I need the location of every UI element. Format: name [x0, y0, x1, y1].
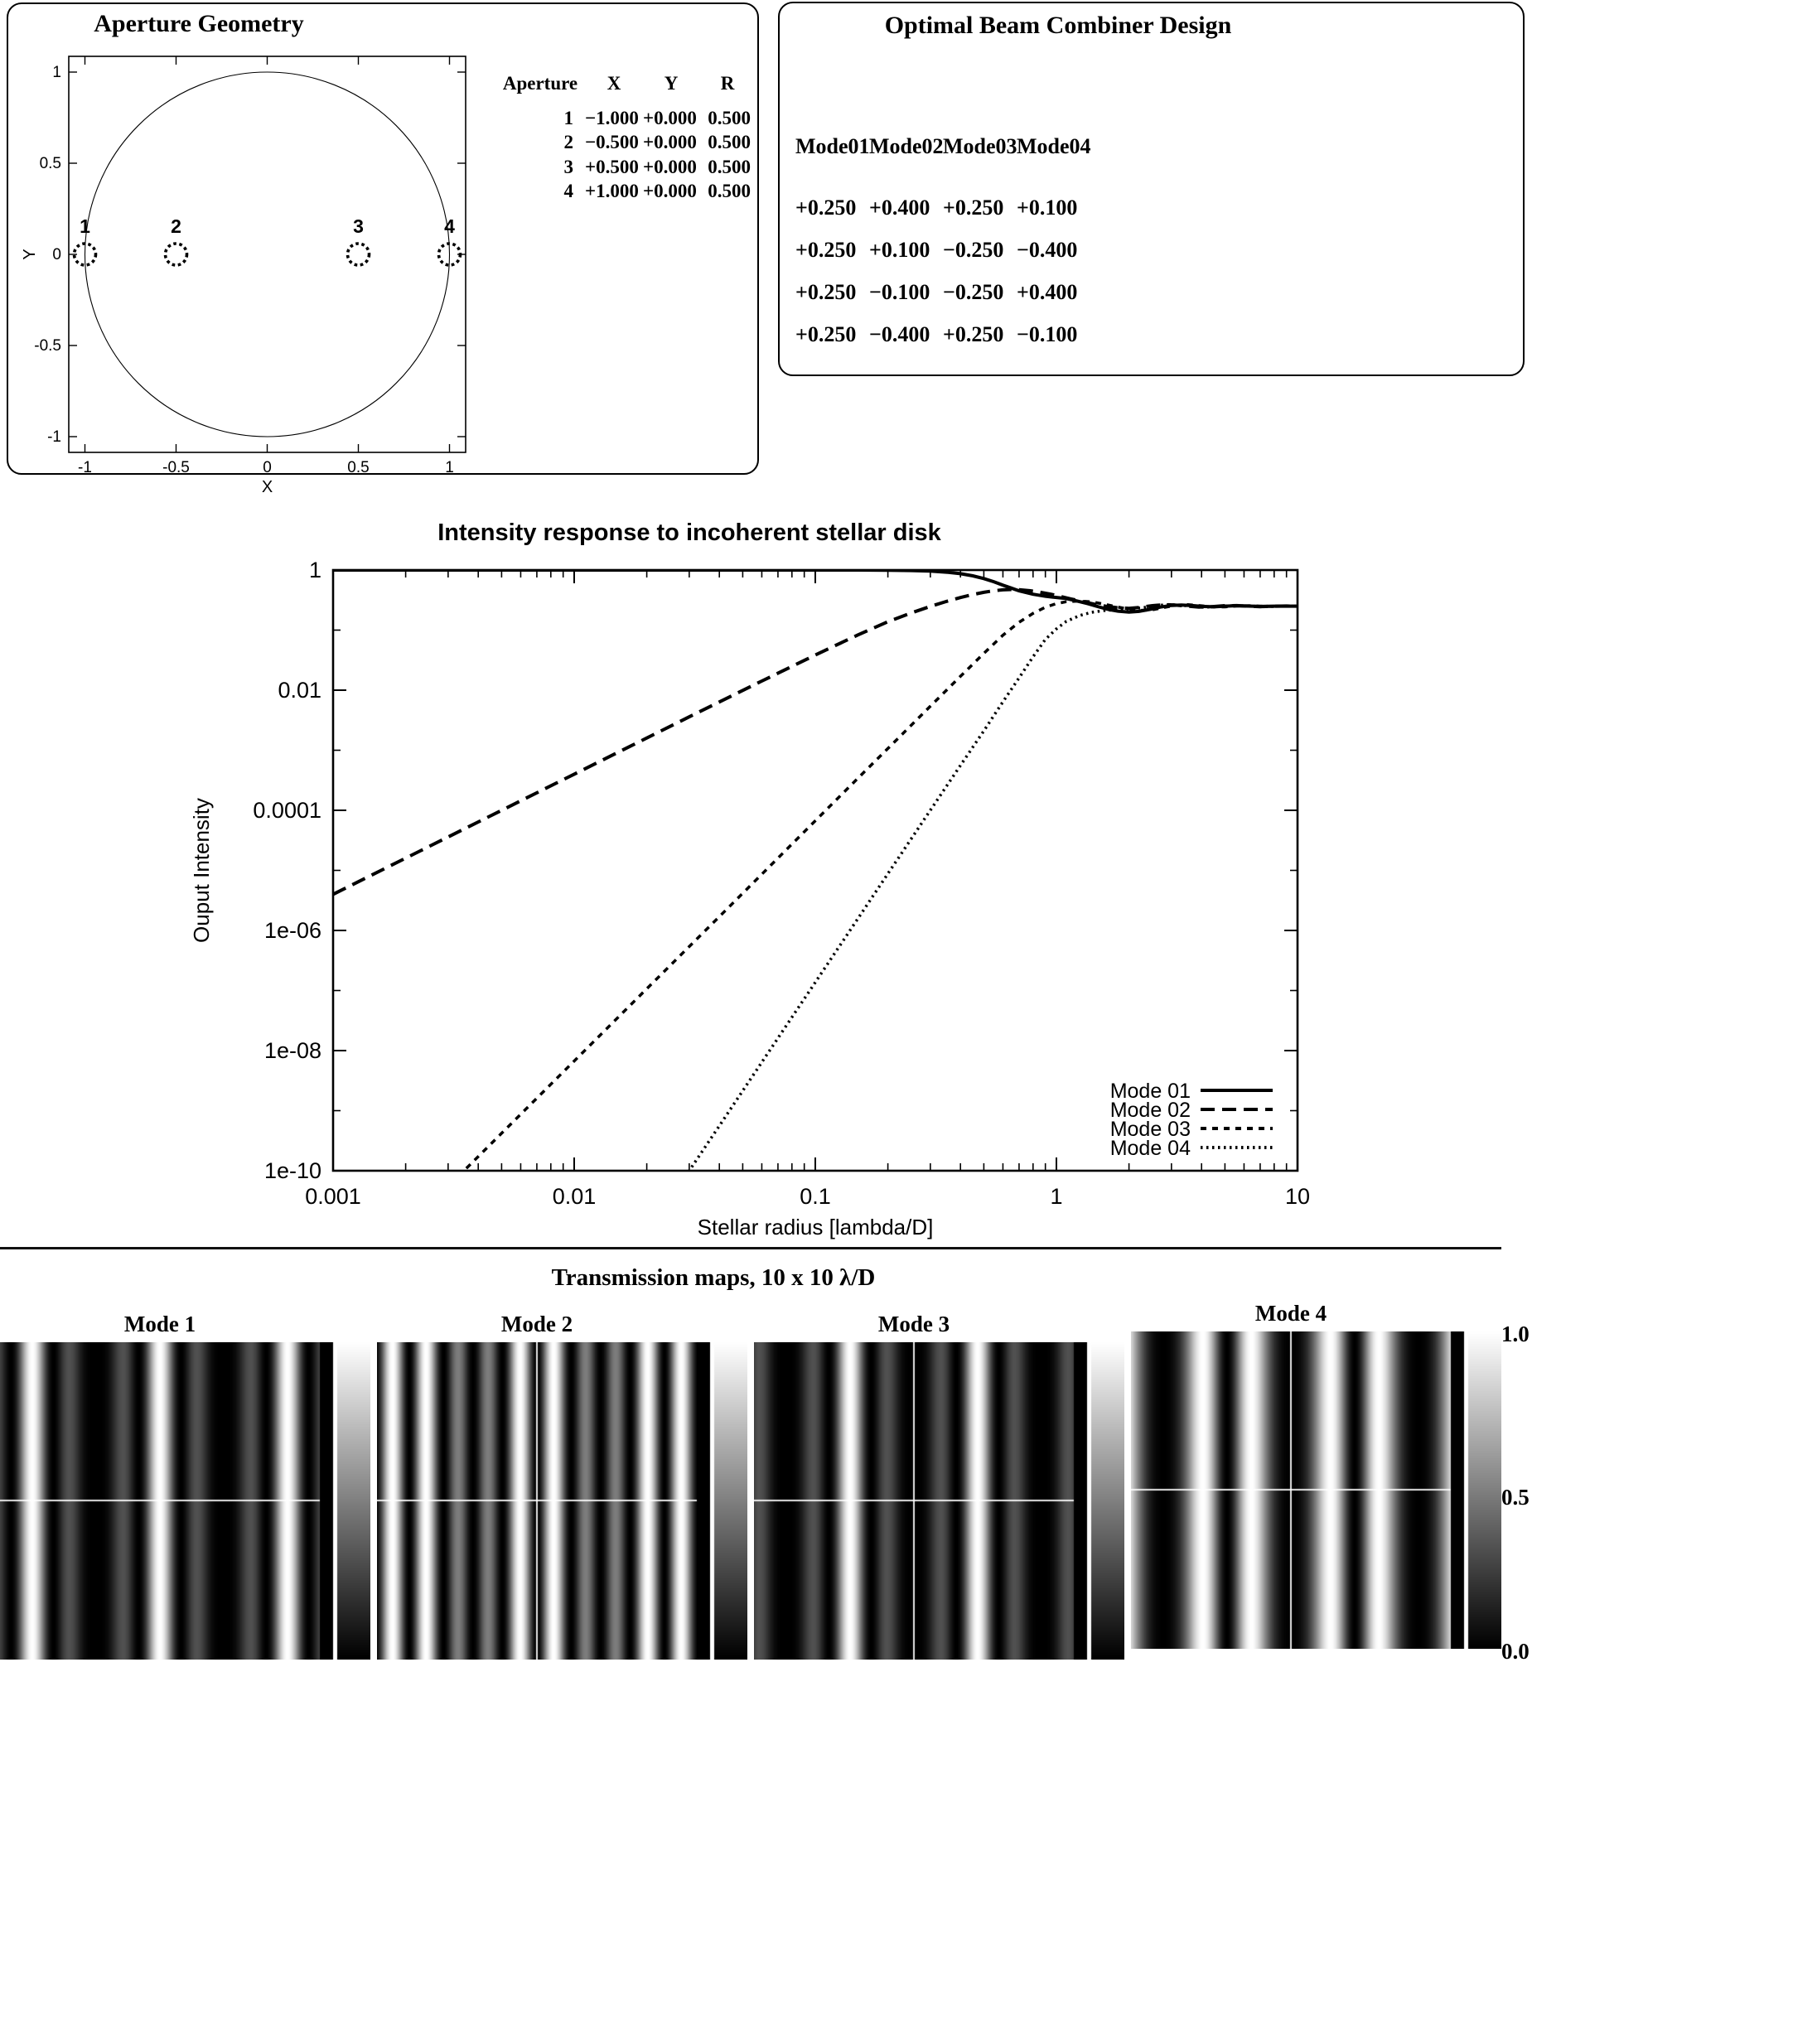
aperture-xlabel: X: [261, 478, 273, 496]
aperture-table-cell: 2: [563, 132, 573, 152]
legend-label: Mode 04: [1109, 1137, 1191, 1160]
combiner-coefficient: −0.100: [869, 280, 930, 304]
combiner-coefficient: −0.400: [1017, 238, 1078, 262]
aperture-x-tick-label: 0.5: [347, 459, 370, 476]
combiner-table-headers: [794, 134, 1089, 159]
combiner-mode-header: Mode03: [943, 134, 1017, 158]
map-title-1: Mode 1: [123, 1312, 196, 1336]
aperture-y-tick-label: 1: [52, 64, 61, 81]
curve-mode-02: [333, 590, 1298, 895]
aperture-table-cell: 0.500: [708, 181, 751, 201]
transmission-map-4: [1131, 1331, 1501, 1649]
combiner-table-rows: [794, 186, 1089, 355]
intensity-response-chart: [0, 495, 1793, 1258]
combiner-mode-header: Mode04: [1017, 134, 1091, 158]
aperture-y-tick-label: 0: [52, 246, 61, 263]
combiner-coefficient: +0.400: [869, 196, 930, 220]
combiner-coefficient: +0.250: [943, 196, 1004, 220]
aperture-number: 4: [444, 215, 455, 237]
transmission-map-2: [377, 1342, 747, 1660]
y-tick-label: 0.0001: [253, 798, 321, 823]
y-tick-label: 0.01: [278, 678, 321, 703]
map-title-3: Mode 3: [877, 1312, 950, 1336]
y-tick-label: 1e-08: [263, 1038, 321, 1063]
aperture-table-cell: 4: [563, 181, 573, 201]
combiner-coefficient: +0.250: [795, 322, 857, 346]
x-tick-label: 0.001: [305, 1184, 361, 1209]
aperture-x-tick-label: 1: [445, 459, 454, 476]
combiner-coefficient: −0.400: [869, 322, 930, 346]
combiner-coefficient: +0.250: [795, 280, 857, 304]
colorbar-label: 1.0: [1501, 1322, 1530, 1346]
aperture-table-cell: +0.000: [643, 156, 697, 177]
transmission-map-1: [0, 1342, 370, 1660]
pupil-circle: [85, 72, 450, 437]
x-tick-label: 1: [1050, 1184, 1063, 1209]
aperture-table-cell: 1: [563, 107, 573, 128]
combiner-coefficient: −0.250: [943, 280, 1004, 304]
combiner-mode-header: Mode01: [795, 134, 870, 158]
legend-label: Mode 03: [1109, 1118, 1191, 1141]
combiner-coefficient: +0.250: [795, 196, 857, 220]
aperture-circle: [166, 244, 187, 265]
aperture-table-cell: +0.000: [643, 107, 697, 128]
aperture-panel-title: Aperture Geometry: [94, 10, 304, 37]
combiner-panel-title: Optimal Beam Combiner Design: [884, 12, 1232, 39]
y-tick-label: 1: [308, 558, 321, 582]
aperture-table-header: Aperture: [502, 73, 578, 94]
chart-ylabel: Ouput Intensity: [189, 798, 214, 943]
aperture-table-cell: 3: [563, 156, 573, 177]
transmission-map-3: [754, 1342, 1124, 1660]
transmission-maps-title: Transmission maps, 10 x 10 λ/D: [551, 1264, 876, 1291]
aperture-y-tick-label: 0.5: [39, 155, 61, 172]
aperture-table-cell: +0.000: [643, 181, 697, 201]
x-tick-label: 10: [1284, 1184, 1311, 1209]
aperture-table-cell: +0.000: [643, 132, 697, 152]
aperture-number: 2: [171, 215, 181, 237]
aperture-table-cell: +1.000: [585, 181, 639, 201]
x-tick-label: 0.01: [552, 1184, 597, 1209]
aperture-table-cell: +0.500: [585, 156, 639, 177]
aperture-y-tick-label: -1: [47, 428, 61, 446]
aperture-plot-frame: [69, 56, 466, 452]
aperture-x-tick-label: -1: [78, 459, 92, 476]
y-tick-label: 1e-06: [263, 918, 321, 943]
aperture-x-tick-label: 0: [263, 459, 272, 476]
section-divider: [0, 1247, 1501, 1249]
aperture-table-cell: −0.500: [585, 132, 639, 152]
legend-label: Mode 02: [1109, 1099, 1191, 1122]
aperture-table-header: R: [720, 73, 735, 94]
aperture-y-tick-label: -0.5: [34, 337, 61, 355]
combiner-coefficient: +0.250: [943, 322, 1004, 346]
aperture-x-tick-label: -0.5: [162, 459, 190, 476]
aperture-circle: [348, 244, 370, 265]
combiner-coefficient: +0.250: [795, 238, 857, 262]
aperture-number: 3: [353, 215, 364, 237]
combiner-coefficient: −0.100: [1017, 322, 1078, 346]
chart-xlabel: Stellar radius [lambda/D]: [697, 1215, 934, 1239]
combiner-coefficient: −0.250: [943, 238, 1004, 262]
map-title-2: Mode 2: [500, 1312, 573, 1336]
aperture-table-cell: −1.000: [585, 107, 639, 128]
aperture-ylabel: Y: [21, 249, 39, 260]
map-title-4: Mode 4: [1254, 1301, 1327, 1326]
y-tick-label: 1e-10: [263, 1158, 321, 1183]
aperture-table-header: Y: [664, 73, 679, 94]
curve-mode-04: [682, 605, 1298, 1181]
aperture-number: 1: [80, 215, 90, 237]
combiner-coefficient: +0.400: [1017, 280, 1078, 304]
chart-title: Intensity response to incoherent stellar disk: [437, 519, 941, 546]
x-tick-label: 0.1: [800, 1184, 831, 1209]
colorbar-label: 0.0: [1501, 1639, 1530, 1664]
aperture-table: [495, 71, 756, 204]
aperture-table-cell: 0.500: [708, 132, 751, 152]
combiner-coefficient: +0.100: [1017, 196, 1078, 220]
combiner-coefficient: +0.100: [869, 238, 930, 262]
legend-label: Mode 01: [1109, 1080, 1191, 1103]
colorbar-label: 0.5: [1501, 1485, 1530, 1510]
combiner-mode-header: Mode02: [869, 134, 944, 158]
aperture-table-cell: 0.500: [708, 107, 751, 128]
aperture-table-cell: 0.500: [708, 156, 751, 177]
aperture-table-header: X: [607, 73, 621, 94]
